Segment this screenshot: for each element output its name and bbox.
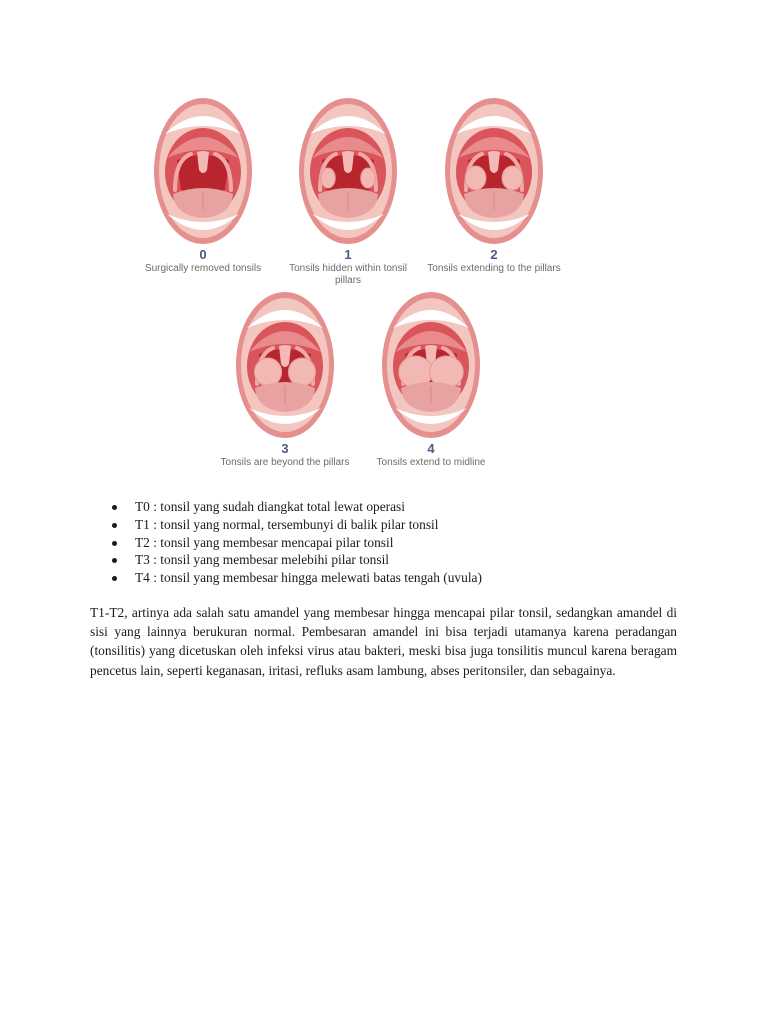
- mouth-illustration: [444, 96, 544, 246]
- grade-caption: Tonsils extend to midline: [376, 457, 486, 468]
- grade-3: [215, 290, 355, 469]
- right-tonsil: [361, 168, 375, 188]
- grade-number: 4: [427, 441, 435, 456]
- grade-number: 3: [281, 441, 289, 456]
- grade-caption: Tonsils hidden within tonsil pillars: [289, 263, 407, 286]
- tonsil-grade-figure: [0, 0, 768, 490]
- body-paragraph: T1-T2, artinya ada salah satu amandel yang membesar hingga mencapai pilar tonsil, sedangkan amandel di sisi yang lainnya berukuran normal. Pembesaran amandel ini bisa terjadi utamanya karena peradangan (tonsilitis) yang dicetuskan oleh infeksi virus atau bakteri, meski bisa juga tonsilitis muncul karena beragam pencetus lain, seperti keganasan, iritasi, refluks asam lambung, abses peritonsiler, dan sebagainya.: [90, 605, 677, 678]
- grade-caption: Tonsils extending to the pillars: [427, 263, 561, 274]
- grade-0: [133, 96, 273, 275]
- grade-caption: Tonsils are beyond the pillars: [220, 457, 350, 468]
- left-tonsil: [254, 358, 281, 386]
- grade-1: [278, 96, 418, 287]
- list-item: T4 : tonsil yang membesar hingga melewati batas tengah (uvula): [108, 569, 482, 587]
- tonsil-grade-list: [108, 498, 482, 587]
- mouth-illustration: [235, 290, 335, 440]
- right-tonsil: [288, 358, 315, 386]
- list-item: T3 : tonsil yang membesar melebihi pilar tonsil: [108, 551, 482, 569]
- grade-caption: Surgically removed tonsils: [144, 263, 262, 274]
- grade-number: 2: [490, 247, 498, 262]
- list-item: T1 : tonsil yang normal, tersembunyi di balik pilar tonsil: [108, 516, 482, 534]
- right-tonsil: [502, 166, 523, 190]
- mouth-illustration: [153, 96, 253, 246]
- left-tonsil: [321, 168, 335, 188]
- list-item: T0 : tonsil yang sudah diangkat total lewat operasi: [108, 498, 482, 516]
- grade-4: [361, 290, 501, 469]
- mouth-illustration: [298, 96, 398, 246]
- grade-2: [424, 96, 564, 275]
- mouth-illustration: [381, 290, 481, 440]
- left-tonsil: [465, 166, 486, 190]
- grade-number: 0: [199, 247, 207, 262]
- grade-number: 1: [344, 247, 352, 262]
- list-item: T2 : tonsil yang membesar mencapai pilar tonsil: [108, 534, 482, 552]
